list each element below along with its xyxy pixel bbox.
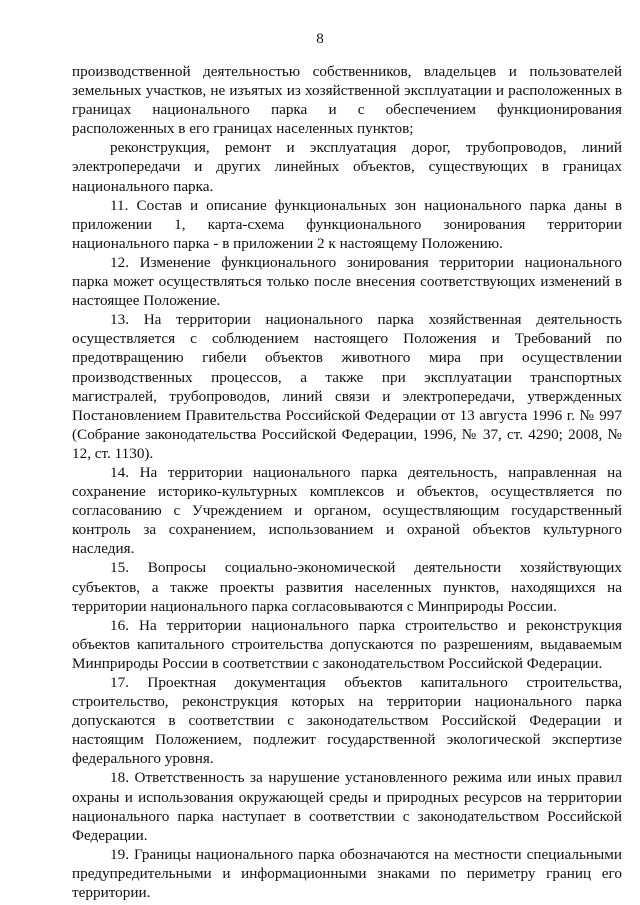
paragraph-16: 16. На территории национального парка строительство и реконструкция объектов капитального строительства допускаются по разрешениям, выдаваемым Минприроды России в соответствии с законодательством Российской Федерации. xyxy=(72,616,622,672)
paragraph-19: 19. Границы национального парка обозначаются на местности специальными предупредительными и информационными знаками по периметру границ его территории. xyxy=(72,845,622,902)
paragraph-18: 18. Ответственность за нарушение установленного режима или иных правил охраны и использования окружающей среды и природных ресурсов на территории национального парка наступает в соответствии с законодательством Российской Федерации. xyxy=(72,769,622,844)
paragraph-14: 14. На территории национального парка деятельность, направленная на сохранение историко-культурных комплексов и объектов, осуществляется по согласованию с Учреждением и органом, осуществляющим государственный контроль за сохранением, использованием и охраной объектов культурного наследия. xyxy=(72,463,622,558)
paragraph-11: 11. Состав и описание функциональных зон национального парка даны в приложении 1, карта-схема функционального зонирования территории национального парка - в приложении 2 к настоящему Положению. xyxy=(72,196,622,252)
paragraph-12: 12. Изменение функционального зонирования территории национального парка может осуществляться только после внесения соответствующих изменений в настоящее Положение. xyxy=(72,253,622,310)
paragraph-17: 17. Проектная документация объектов капитального строительства, строительство, реконструкция которых на территории национального парка допускаются в соответствии с законодательством Российской Федерации и настоящим Положением, подлежит государственной экологической экспертизе федерального уровня. xyxy=(72,674,622,768)
page-number: 8 xyxy=(316,31,324,47)
paragraph-continuation: производственной деятельностью собственников, владельцев и пользователей земельных участков, не изъятых из хозяйственной эксплуатации и расположенных в границах национального парка и с обеспечением функционирования расположенных в его границах населенных пунктов; xyxy=(72,63,622,138)
paragraph-15: 15. Вопросы социально-экономической деятельности хозяйствующих субъектов, а также проекты развития населенных пунктов, находящихся на территории национального парка согласовываются с Минприроды России. xyxy=(72,559,622,615)
paragraph-13: 13. На территории национального парка хозяйственная деятельность осуществляется с соблюдением настоящего Положения и Требований по предотвращению гибели объектов животного мира при осуществлении производственных процессов, а также при эксплуатации транспортных магистралей, трубопроводов, линий связи и электропередачи, утвержденных Постановлением Правительства Российской Федерации от 13 августа 1996 г. № 997 (Собрание законодательства Российской Федерации, 1996, № 37, ст. 4290; 2008, № 12, ст. 1130). xyxy=(72,311,622,462)
document-body xyxy=(72,62,622,902)
paragraph-reconstruction: реконструкция, ремонт и эксплуатация дорог, трубопроводов, линий электропередачи и других линейных объектов, существующих в границах национального парка. xyxy=(72,139,622,195)
